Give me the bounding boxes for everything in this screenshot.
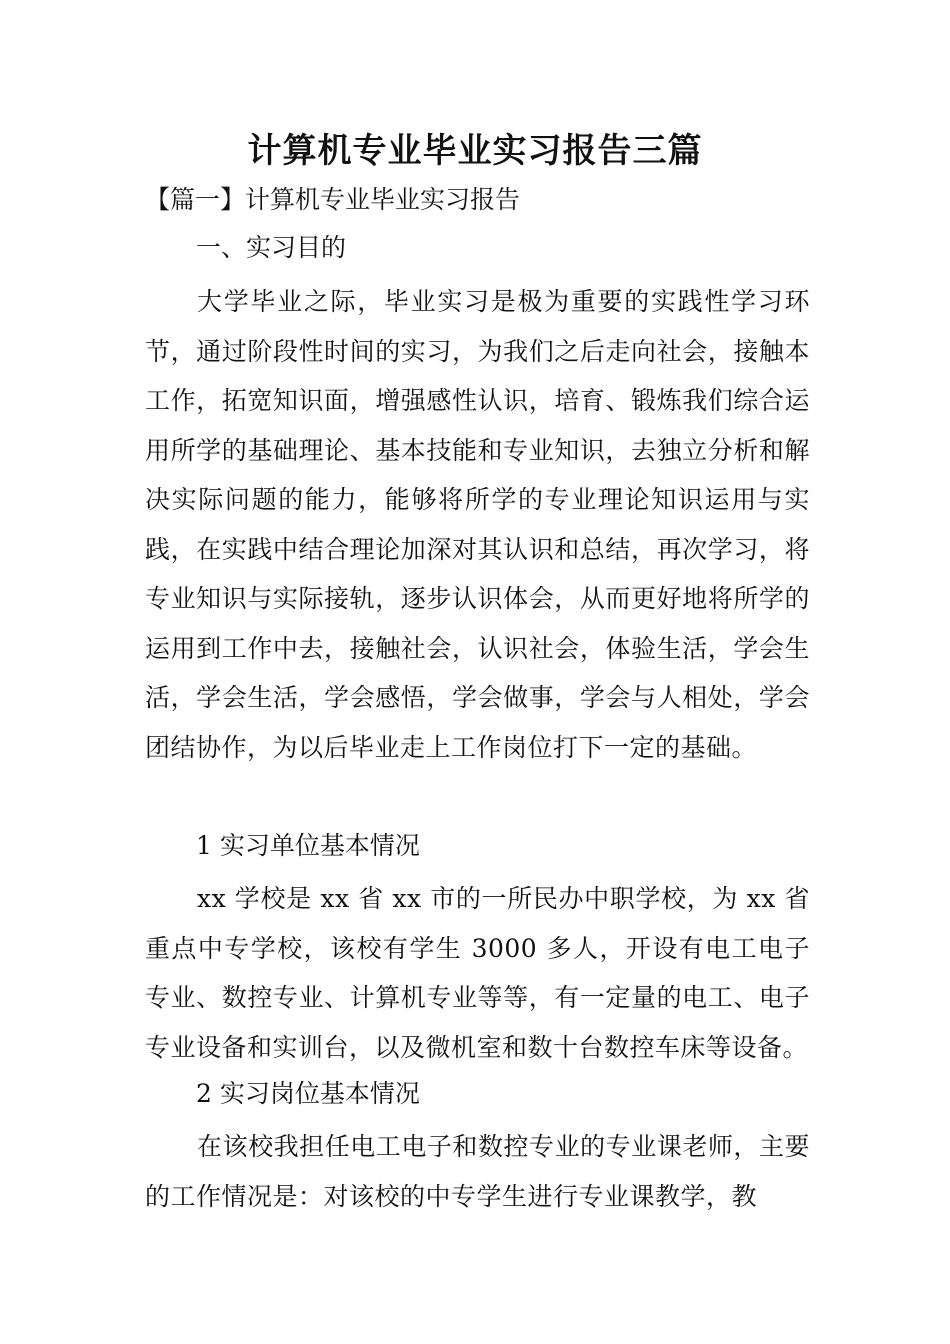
heading-internship-purpose: 一、实习目的 — [196, 233, 347, 262]
document-title: 计算机专业毕业实习报告三篇 — [247, 131, 703, 171]
heading-position-info: 2 实习岗位基本情况 — [196, 1079, 420, 1108]
paragraph-unit-info: xx 学校是 xx 省 xx 市的一所民办中职学校，为 xx 省重点中专学校，该校有学生 3000 多人，开设有电工电子专业、数控专业、计算机专业等等，有一定量的电工、电子专业设备和实训台，以及微机室和数十台数控车床等设备。 — [145, 884, 810, 1062]
heading-unit-info: 1 实习单位基本情况 — [196, 831, 420, 860]
paragraph-position-info: 在该校我担任电工电子和数控专业的专业课老师，主要的工作情况是：对该校的中专学生进行专业课教学，教 — [145, 1132, 810, 1211]
paragraph-internship-purpose: 大学毕业之际，毕业实习是极为重要的实践性学习环节，通过阶段性时间的实习，为我们之后走向社会，接触本工作，拓宽知识面，增强感性认识，培育、锻炼我们综合运用所学的基础理论、基本技能和专业知识，去独立分析和解决实际问题的能力，能够将所学的专业理论知识运用与实践，在实践中结合理论加深对其认识和总结，再次学习，将专业知识与实际接轨，逐步认识体会，从而更好地将所学的运用到工作中去，接触社会，认识社会，体验生活，学会生活，学会生活，学会感悟，学会做事，学会与人相处，学会团结协作，为以后毕业走上工作岗位打下一定的基础。 — [145, 287, 810, 762]
section-title: 【篇一】计算机专业毕业实习报告 — [145, 185, 521, 214]
